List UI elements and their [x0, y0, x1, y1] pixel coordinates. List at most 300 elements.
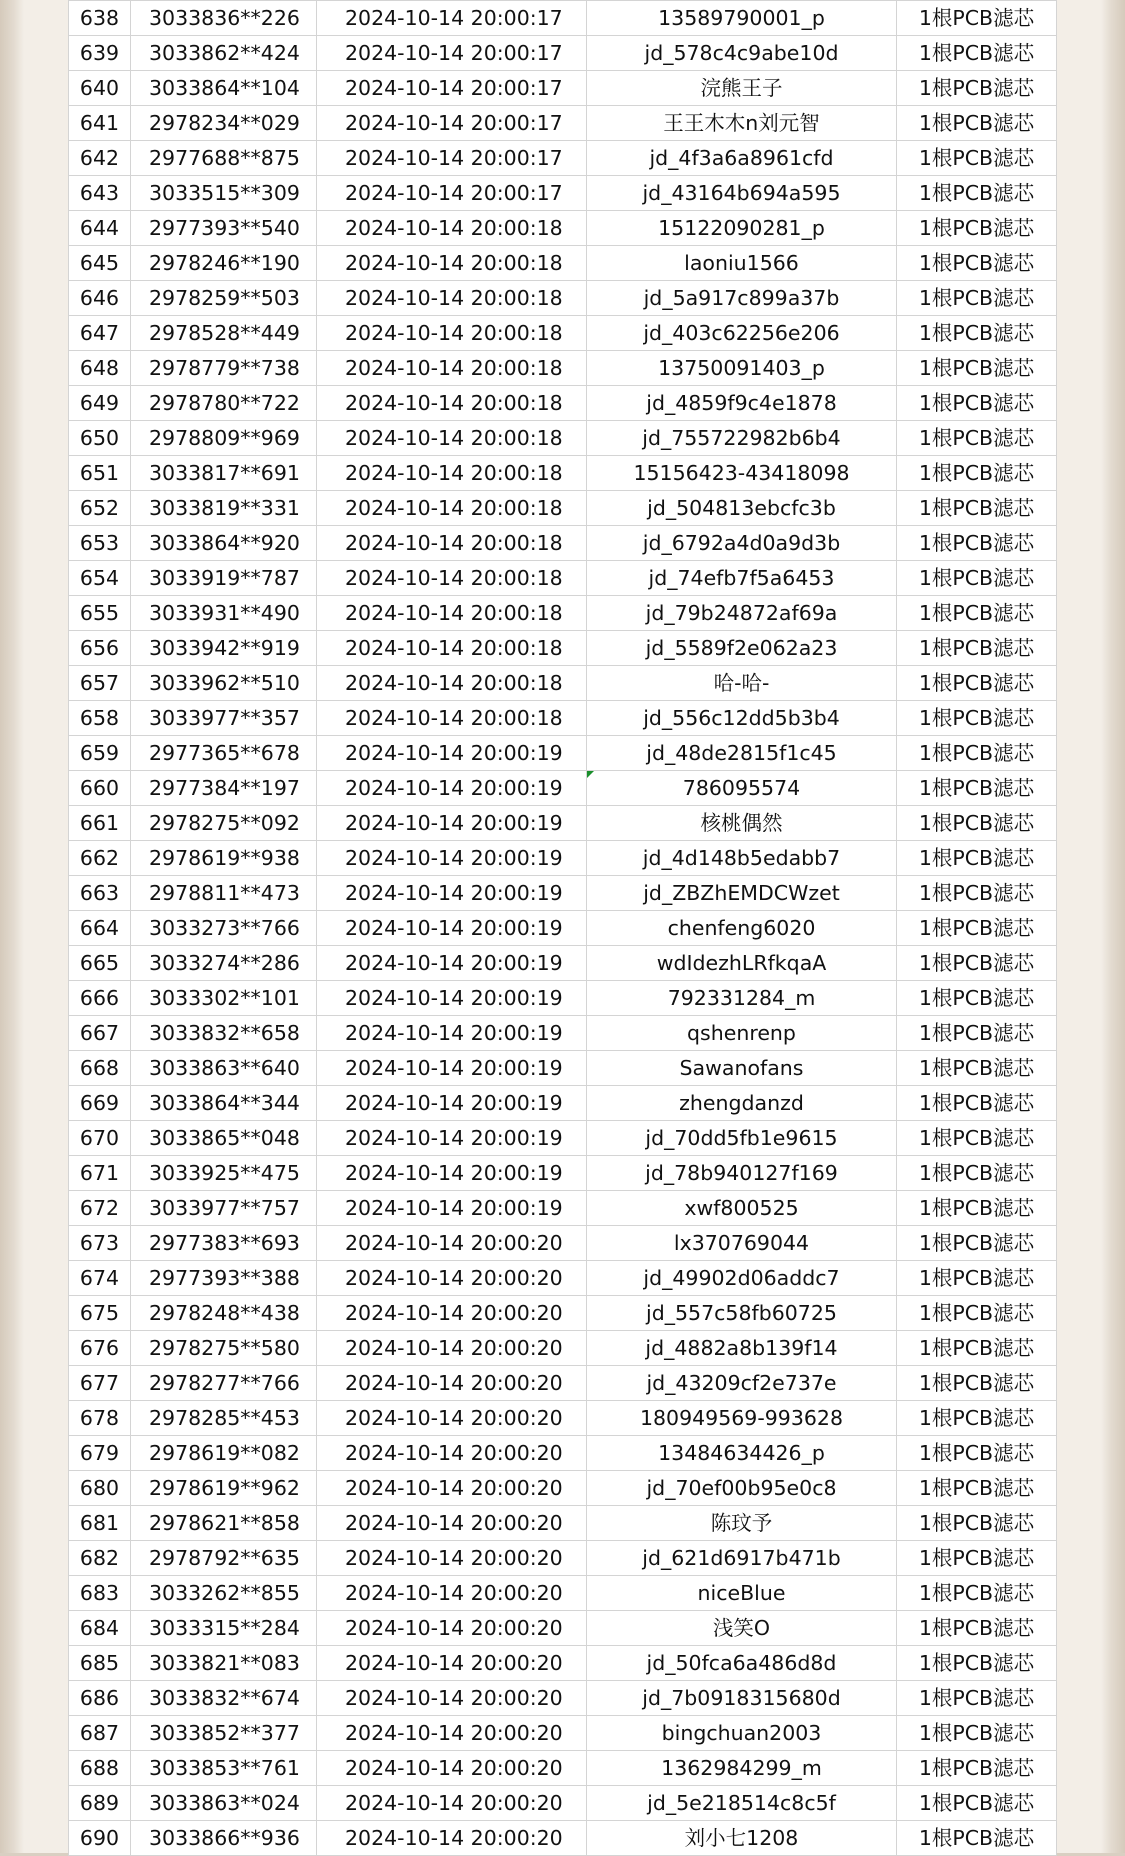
table-row	[69, 631, 1057, 666]
row-number-cell: 678	[69, 1401, 131, 1436]
timestamp-cell: 2024-10-14 20:00:18	[317, 316, 587, 351]
row-number-cell: 638	[69, 1, 131, 36]
timestamp-cell: 2024-10-14 20:00:20	[317, 1786, 587, 1821]
timestamp-cell: 2024-10-14 20:00:18	[317, 631, 587, 666]
prize-cell: 1根PCB滤芯	[897, 1821, 1057, 1856]
prize-cell: 1根PCB滤芯	[897, 281, 1057, 316]
row-number-cell: 654	[69, 561, 131, 596]
order-id-cell: 3033977**757	[131, 1191, 317, 1226]
table-row	[69, 981, 1057, 1016]
timestamp-cell: 2024-10-14 20:00:17	[317, 106, 587, 141]
prize-cell: 1根PCB滤芯	[897, 666, 1057, 701]
user-name-cell: bingchuan2003	[587, 1716, 897, 1751]
table-row	[69, 176, 1057, 211]
user-name-cell: 浅笑O	[587, 1611, 897, 1646]
row-number-cell: 684	[69, 1611, 131, 1646]
order-id-cell: 3033817**691	[131, 456, 317, 491]
order-id-cell: 3033832**658	[131, 1016, 317, 1051]
timestamp-cell: 2024-10-14 20:00:18	[317, 701, 587, 736]
table-row	[69, 1121, 1057, 1156]
prize-cell: 1根PCB滤芯	[897, 456, 1057, 491]
prize-cell: 1根PCB滤芯	[897, 1051, 1057, 1086]
table-row	[69, 1611, 1057, 1646]
table-row	[69, 421, 1057, 456]
user-name-cell: jd_43209cf2e737e	[587, 1366, 897, 1401]
row-number-cell: 668	[69, 1051, 131, 1086]
cell-comment-marker-icon	[587, 771, 594, 778]
row-number-cell: 685	[69, 1646, 131, 1681]
user-name-cell: lx370769044	[587, 1226, 897, 1261]
row-number-cell: 689	[69, 1786, 131, 1821]
user-name-cell: 786095574	[587, 771, 897, 806]
prize-cell: 1根PCB滤芯	[897, 1716, 1057, 1751]
prize-cell: 1根PCB滤芯	[897, 246, 1057, 281]
row-number-cell: 663	[69, 876, 131, 911]
timestamp-cell: 2024-10-14 20:00:18	[317, 666, 587, 701]
timestamp-cell: 2024-10-14 20:00:20	[317, 1576, 587, 1611]
user-name-cell: xwf800525	[587, 1191, 897, 1226]
user-name-cell: 王王木木n刘元智	[587, 106, 897, 141]
user-name-cell: 15156423-43418098	[587, 456, 897, 491]
user-name-cell: 13589790001_p	[587, 1, 897, 36]
timestamp-cell: 2024-10-14 20:00:20	[317, 1821, 587, 1856]
row-number-cell: 681	[69, 1506, 131, 1541]
order-id-cell: 3033931**490	[131, 596, 317, 631]
prize-cell: 1根PCB滤芯	[897, 106, 1057, 141]
user-name-cell: 刘小七1208	[587, 1821, 897, 1856]
order-id-cell: 3033866**936	[131, 1821, 317, 1856]
timestamp-cell: 2024-10-14 20:00:20	[317, 1716, 587, 1751]
order-id-cell: 3033852**377	[131, 1716, 317, 1751]
table-row	[69, 106, 1057, 141]
user-name-cell: jd_5a917c899a37b	[587, 281, 897, 316]
row-number-cell: 675	[69, 1296, 131, 1331]
user-name-cell: jd_403c62256e206	[587, 316, 897, 351]
prize-cell: 1根PCB滤芯	[897, 491, 1057, 526]
order-id-cell: 3033273**766	[131, 911, 317, 946]
order-id-cell: 3033832**674	[131, 1681, 317, 1716]
table-row	[69, 1681, 1057, 1716]
user-name-cell: jd_4882a8b139f14	[587, 1331, 897, 1366]
table-row	[69, 771, 1057, 806]
winner-list-sheet	[68, 0, 1056, 1856]
timestamp-cell: 2024-10-14 20:00:18	[317, 456, 587, 491]
row-number-cell: 686	[69, 1681, 131, 1716]
table-row	[69, 1086, 1057, 1121]
user-name-cell: 13750091403_p	[587, 351, 897, 386]
table-row	[69, 1191, 1057, 1226]
table-row	[69, 806, 1057, 841]
table-row	[69, 1401, 1057, 1436]
row-number-cell: 644	[69, 211, 131, 246]
timestamp-cell: 2024-10-14 20:00:17	[317, 71, 587, 106]
order-id-cell: 2978246**190	[131, 246, 317, 281]
prize-cell: 1根PCB滤芯	[897, 526, 1057, 561]
timestamp-cell: 2024-10-14 20:00:20	[317, 1681, 587, 1716]
order-id-cell: 2978780**722	[131, 386, 317, 421]
user-name-cell: jd_557c58fb60725	[587, 1296, 897, 1331]
timestamp-cell: 2024-10-14 20:00:18	[317, 526, 587, 561]
prize-cell: 1根PCB滤芯	[897, 841, 1057, 876]
user-name-cell: 陈玟予	[587, 1506, 897, 1541]
prize-cell: 1根PCB滤芯	[897, 211, 1057, 246]
prize-cell: 1根PCB滤芯	[897, 806, 1057, 841]
prize-cell: 1根PCB滤芯	[897, 946, 1057, 981]
prize-cell: 1根PCB滤芯	[897, 351, 1057, 386]
row-number-cell: 641	[69, 106, 131, 141]
table-row	[69, 596, 1057, 631]
order-id-cell: 3033515**309	[131, 176, 317, 211]
user-name-cell: 哈-哈-	[587, 666, 897, 701]
order-id-cell: 3033315**284	[131, 1611, 317, 1646]
prize-cell: 1根PCB滤芯	[897, 981, 1057, 1016]
timestamp-cell: 2024-10-14 20:00:18	[317, 246, 587, 281]
row-number-cell: 672	[69, 1191, 131, 1226]
table-row	[69, 1786, 1057, 1821]
timestamp-cell: 2024-10-14 20:00:17	[317, 176, 587, 211]
timestamp-cell: 2024-10-14 20:00:20	[317, 1401, 587, 1436]
table-row	[69, 1751, 1057, 1786]
prize-cell: 1根PCB滤芯	[897, 1366, 1057, 1401]
table-row	[69, 666, 1057, 701]
user-name-cell: chenfeng6020	[587, 911, 897, 946]
row-number-cell: 640	[69, 71, 131, 106]
row-number-cell: 660	[69, 771, 131, 806]
timestamp-cell: 2024-10-14 20:00:17	[317, 141, 587, 176]
row-number-cell: 664	[69, 911, 131, 946]
row-number-cell: 673	[69, 1226, 131, 1261]
order-id-cell: 3033865**048	[131, 1121, 317, 1156]
table-row	[69, 1821, 1057, 1856]
user-name-cell: jd_70dd5fb1e9615	[587, 1121, 897, 1156]
row-number-cell: 647	[69, 316, 131, 351]
table-row	[69, 1366, 1057, 1401]
row-number-cell: 669	[69, 1086, 131, 1121]
user-name-cell: Sawanofans	[587, 1051, 897, 1086]
prize-cell: 1根PCB滤芯	[897, 736, 1057, 771]
order-id-cell: 3033919**787	[131, 561, 317, 596]
user-name-cell: qshenrenp	[587, 1016, 897, 1051]
timestamp-cell: 2024-10-14 20:00:19	[317, 1121, 587, 1156]
order-id-cell: 3033977**357	[131, 701, 317, 736]
timestamp-cell: 2024-10-14 20:00:20	[317, 1506, 587, 1541]
table-row	[69, 281, 1057, 316]
timestamp-cell: 2024-10-14 20:00:18	[317, 596, 587, 631]
order-id-cell: 2978619**938	[131, 841, 317, 876]
order-id-cell: 2978619**082	[131, 1436, 317, 1471]
timestamp-cell: 2024-10-14 20:00:19	[317, 1051, 587, 1086]
order-id-cell: 2977688**875	[131, 141, 317, 176]
table-row	[69, 841, 1057, 876]
timestamp-cell: 2024-10-14 20:00:20	[317, 1226, 587, 1261]
table-row	[69, 141, 1057, 176]
prize-cell: 1根PCB滤芯	[897, 386, 1057, 421]
order-id-cell: 3033853**761	[131, 1751, 317, 1786]
order-id-cell: 2978275**580	[131, 1331, 317, 1366]
row-number-cell: 651	[69, 456, 131, 491]
order-id-cell: 2977393**388	[131, 1261, 317, 1296]
user-name-cell: jd_556c12dd5b3b4	[587, 701, 897, 736]
user-name-cell: jd_49902d06addc7	[587, 1261, 897, 1296]
order-id-cell: 3033821**083	[131, 1646, 317, 1681]
prize-cell: 1根PCB滤芯	[897, 1, 1057, 36]
order-id-cell: 2978792**635	[131, 1541, 317, 1576]
prize-cell: 1根PCB滤芯	[897, 1016, 1057, 1051]
user-name-cell: laoniu1566	[587, 246, 897, 281]
row-number-cell: 666	[69, 981, 131, 1016]
timestamp-cell: 2024-10-14 20:00:20	[317, 1436, 587, 1471]
row-number-cell: 674	[69, 1261, 131, 1296]
user-name-cell: jd_70ef00b95e0c8	[587, 1471, 897, 1506]
row-number-cell: 671	[69, 1156, 131, 1191]
order-id-cell: 3033274**286	[131, 946, 317, 981]
user-name-cell: 核桃偶然	[587, 806, 897, 841]
winner-table-body	[69, 1, 1057, 1856]
timestamp-cell: 2024-10-14 20:00:19	[317, 1156, 587, 1191]
prize-cell: 1根PCB滤芯	[897, 1751, 1057, 1786]
user-name-cell: 浣熊王子	[587, 71, 897, 106]
row-number-cell: 639	[69, 36, 131, 71]
timestamp-cell: 2024-10-14 20:00:19	[317, 1016, 587, 1051]
timestamp-cell: 2024-10-14 20:00:17	[317, 1, 587, 36]
timestamp-cell: 2024-10-14 20:00:18	[317, 351, 587, 386]
timestamp-cell: 2024-10-14 20:00:20	[317, 1366, 587, 1401]
prize-cell: 1根PCB滤芯	[897, 1156, 1057, 1191]
row-number-cell: 677	[69, 1366, 131, 1401]
prize-cell: 1根PCB滤芯	[897, 36, 1057, 71]
prize-cell: 1根PCB滤芯	[897, 1646, 1057, 1681]
row-number-cell: 688	[69, 1751, 131, 1786]
user-name-cell: jd_7b0918315680d	[587, 1681, 897, 1716]
order-id-cell: 3033302**101	[131, 981, 317, 1016]
user-name-cell: jd_504813ebcfc3b	[587, 491, 897, 526]
row-number-cell: 655	[69, 596, 131, 631]
order-id-cell: 2978248**438	[131, 1296, 317, 1331]
row-number-cell: 648	[69, 351, 131, 386]
order-id-cell: 3033925**475	[131, 1156, 317, 1191]
timestamp-cell: 2024-10-14 20:00:20	[317, 1471, 587, 1506]
prize-cell: 1根PCB滤芯	[897, 1086, 1057, 1121]
timestamp-cell: 2024-10-14 20:00:20	[317, 1646, 587, 1681]
row-number-cell: 679	[69, 1436, 131, 1471]
user-name-cell: 180949569-993628	[587, 1401, 897, 1436]
timestamp-cell: 2024-10-14 20:00:18	[317, 421, 587, 456]
row-number-cell: 667	[69, 1016, 131, 1051]
order-id-cell: 3033819**331	[131, 491, 317, 526]
timestamp-cell: 2024-10-14 20:00:18	[317, 561, 587, 596]
user-name-cell: 15122090281_p	[587, 211, 897, 246]
user-name-cell: niceBlue	[587, 1576, 897, 1611]
order-id-cell: 2978811**473	[131, 876, 317, 911]
table-row	[69, 1541, 1057, 1576]
table-row	[69, 1646, 1057, 1681]
prize-cell: 1根PCB滤芯	[897, 1681, 1057, 1716]
timestamp-cell: 2024-10-14 20:00:19	[317, 911, 587, 946]
prize-cell: 1根PCB滤芯	[897, 1541, 1057, 1576]
row-number-cell: 646	[69, 281, 131, 316]
table-row	[69, 561, 1057, 596]
prize-cell: 1根PCB滤芯	[897, 316, 1057, 351]
prize-cell: 1根PCB滤芯	[897, 1331, 1057, 1366]
row-number-cell: 683	[69, 1576, 131, 1611]
timestamp-cell: 2024-10-14 20:00:20	[317, 1296, 587, 1331]
table-row	[69, 386, 1057, 421]
order-id-cell: 3033864**920	[131, 526, 317, 561]
order-id-cell: 2977383**693	[131, 1226, 317, 1261]
user-name-cell: jd_6792a4d0a9d3b	[587, 526, 897, 561]
user-name-cell: jd_43164b694a595	[587, 176, 897, 211]
order-id-cell: 2978619**962	[131, 1471, 317, 1506]
table-row	[69, 1331, 1057, 1366]
table-row	[69, 736, 1057, 771]
prize-cell: 1根PCB滤芯	[897, 1506, 1057, 1541]
table-row	[69, 1506, 1057, 1541]
table-row	[69, 876, 1057, 911]
user-name-cell: jd_5589f2e062a23	[587, 631, 897, 666]
row-number-cell: 690	[69, 1821, 131, 1856]
row-number-cell: 658	[69, 701, 131, 736]
table-row	[69, 211, 1057, 246]
row-number-cell: 665	[69, 946, 131, 981]
order-id-cell: 3033836**226	[131, 1, 317, 36]
user-name-cell: jd_48de2815f1c45	[587, 736, 897, 771]
winner-table	[68, 0, 1057, 1856]
order-id-cell: 2978234**029	[131, 106, 317, 141]
row-number-cell: 656	[69, 631, 131, 666]
prize-cell: 1根PCB滤芯	[897, 911, 1057, 946]
user-name-cell: zhengdanzd	[587, 1086, 897, 1121]
prize-cell: 1根PCB滤芯	[897, 141, 1057, 176]
timestamp-cell: 2024-10-14 20:00:19	[317, 736, 587, 771]
user-name-cell: wdIdezhLRfkqaA	[587, 946, 897, 981]
timestamp-cell: 2024-10-14 20:00:17	[317, 36, 587, 71]
prize-cell: 1根PCB滤芯	[897, 1401, 1057, 1436]
prize-cell: 1根PCB滤芯	[897, 176, 1057, 211]
table-row	[69, 1051, 1057, 1086]
row-number-cell: 657	[69, 666, 131, 701]
row-number-cell: 650	[69, 421, 131, 456]
prize-cell: 1根PCB滤芯	[897, 1611, 1057, 1646]
timestamp-cell: 2024-10-14 20:00:18	[317, 386, 587, 421]
order-id-cell: 3033942**919	[131, 631, 317, 666]
timestamp-cell: 2024-10-14 20:00:20	[317, 1541, 587, 1576]
row-number-cell: 670	[69, 1121, 131, 1156]
row-number-cell: 653	[69, 526, 131, 561]
user-name-cell: jd_74efb7f5a6453	[587, 561, 897, 596]
prize-cell: 1根PCB滤芯	[897, 876, 1057, 911]
user-name-cell: jd_ZBZhEMDCWzet	[587, 876, 897, 911]
user-name-cell: jd_4859f9c4e1878	[587, 386, 897, 421]
timestamp-cell: 2024-10-14 20:00:19	[317, 981, 587, 1016]
user-name-cell: jd_4f3a6a8961cfd	[587, 141, 897, 176]
user-name-cell: jd_621d6917b471b	[587, 1541, 897, 1576]
order-id-cell: 3033862**424	[131, 36, 317, 71]
order-id-cell: 2978259**503	[131, 281, 317, 316]
table-row	[69, 946, 1057, 981]
timestamp-cell: 2024-10-14 20:00:20	[317, 1331, 587, 1366]
timestamp-cell: 2024-10-14 20:00:19	[317, 841, 587, 876]
user-name-cell: jd_50fca6a486d8d	[587, 1646, 897, 1681]
prize-cell: 1根PCB滤芯	[897, 1191, 1057, 1226]
order-id-cell: 2977365**678	[131, 736, 317, 771]
table-row	[69, 1471, 1057, 1506]
user-name-cell: jd_5e218514c8c5f	[587, 1786, 897, 1821]
order-id-cell: 3033864**104	[131, 71, 317, 106]
user-name-cell: jd_755722982b6b4	[587, 421, 897, 456]
row-number-cell: 680	[69, 1471, 131, 1506]
timestamp-cell: 2024-10-14 20:00:19	[317, 1191, 587, 1226]
row-number-cell: 676	[69, 1331, 131, 1366]
prize-cell: 1根PCB滤芯	[897, 561, 1057, 596]
timestamp-cell: 2024-10-14 20:00:19	[317, 771, 587, 806]
table-row	[69, 36, 1057, 71]
order-id-cell: 2978285**453	[131, 1401, 317, 1436]
user-name-cell: jd_4d148b5edabb7	[587, 841, 897, 876]
order-id-cell: 3033864**344	[131, 1086, 317, 1121]
table-row	[69, 1, 1057, 36]
user-name-cell: jd_578c4c9abe10d	[587, 36, 897, 71]
table-row	[69, 1016, 1057, 1051]
order-id-cell: 2978277**766	[131, 1366, 317, 1401]
order-id-cell: 2977393**540	[131, 211, 317, 246]
order-id-cell: 2978275**092	[131, 806, 317, 841]
prize-cell: 1根PCB滤芯	[897, 631, 1057, 666]
prize-cell: 1根PCB滤芯	[897, 1471, 1057, 1506]
order-id-cell: 3033262**855	[131, 1576, 317, 1611]
timestamp-cell: 2024-10-14 20:00:20	[317, 1611, 587, 1646]
table-row	[69, 526, 1057, 561]
order-id-cell: 2978809**969	[131, 421, 317, 456]
prize-cell: 1根PCB滤芯	[897, 771, 1057, 806]
row-number-cell: 642	[69, 141, 131, 176]
table-row	[69, 491, 1057, 526]
table-row	[69, 1261, 1057, 1296]
table-row	[69, 911, 1057, 946]
row-number-cell: 661	[69, 806, 131, 841]
table-row	[69, 1716, 1057, 1751]
order-id-cell: 2978621**858	[131, 1506, 317, 1541]
table-row	[69, 1226, 1057, 1261]
prize-cell: 1根PCB滤芯	[897, 1296, 1057, 1331]
user-name-cell: 1362984299_m	[587, 1751, 897, 1786]
row-number-cell: 687	[69, 1716, 131, 1751]
prize-cell: 1根PCB滤芯	[897, 1121, 1057, 1156]
row-number-cell: 645	[69, 246, 131, 281]
user-name-cell: jd_78b940127f169	[587, 1156, 897, 1191]
table-row	[69, 1576, 1057, 1611]
timestamp-cell: 2024-10-14 20:00:18	[317, 491, 587, 526]
prize-cell: 1根PCB滤芯	[897, 1436, 1057, 1471]
prize-cell: 1根PCB滤芯	[897, 1576, 1057, 1611]
timestamp-cell: 2024-10-14 20:00:19	[317, 806, 587, 841]
prize-cell: 1根PCB滤芯	[897, 596, 1057, 631]
order-id-cell: 2978779**738	[131, 351, 317, 386]
order-id-cell: 3033863**640	[131, 1051, 317, 1086]
timestamp-cell: 2024-10-14 20:00:19	[317, 946, 587, 981]
prize-cell: 1根PCB滤芯	[897, 1786, 1057, 1821]
order-id-cell: 3033962**510	[131, 666, 317, 701]
row-number-cell: 649	[69, 386, 131, 421]
user-name-cell: 13484634426_p	[587, 1436, 897, 1471]
row-number-cell: 682	[69, 1541, 131, 1576]
timestamp-cell: 2024-10-14 20:00:18	[317, 281, 587, 316]
table-row	[69, 316, 1057, 351]
table-row	[69, 351, 1057, 386]
user-name-cell: jd_79b24872af69a	[587, 596, 897, 631]
order-id-cell: 3033863**024	[131, 1786, 317, 1821]
user-name-cell: 792331284_m	[587, 981, 897, 1016]
timestamp-cell: 2024-10-14 20:00:18	[317, 211, 587, 246]
